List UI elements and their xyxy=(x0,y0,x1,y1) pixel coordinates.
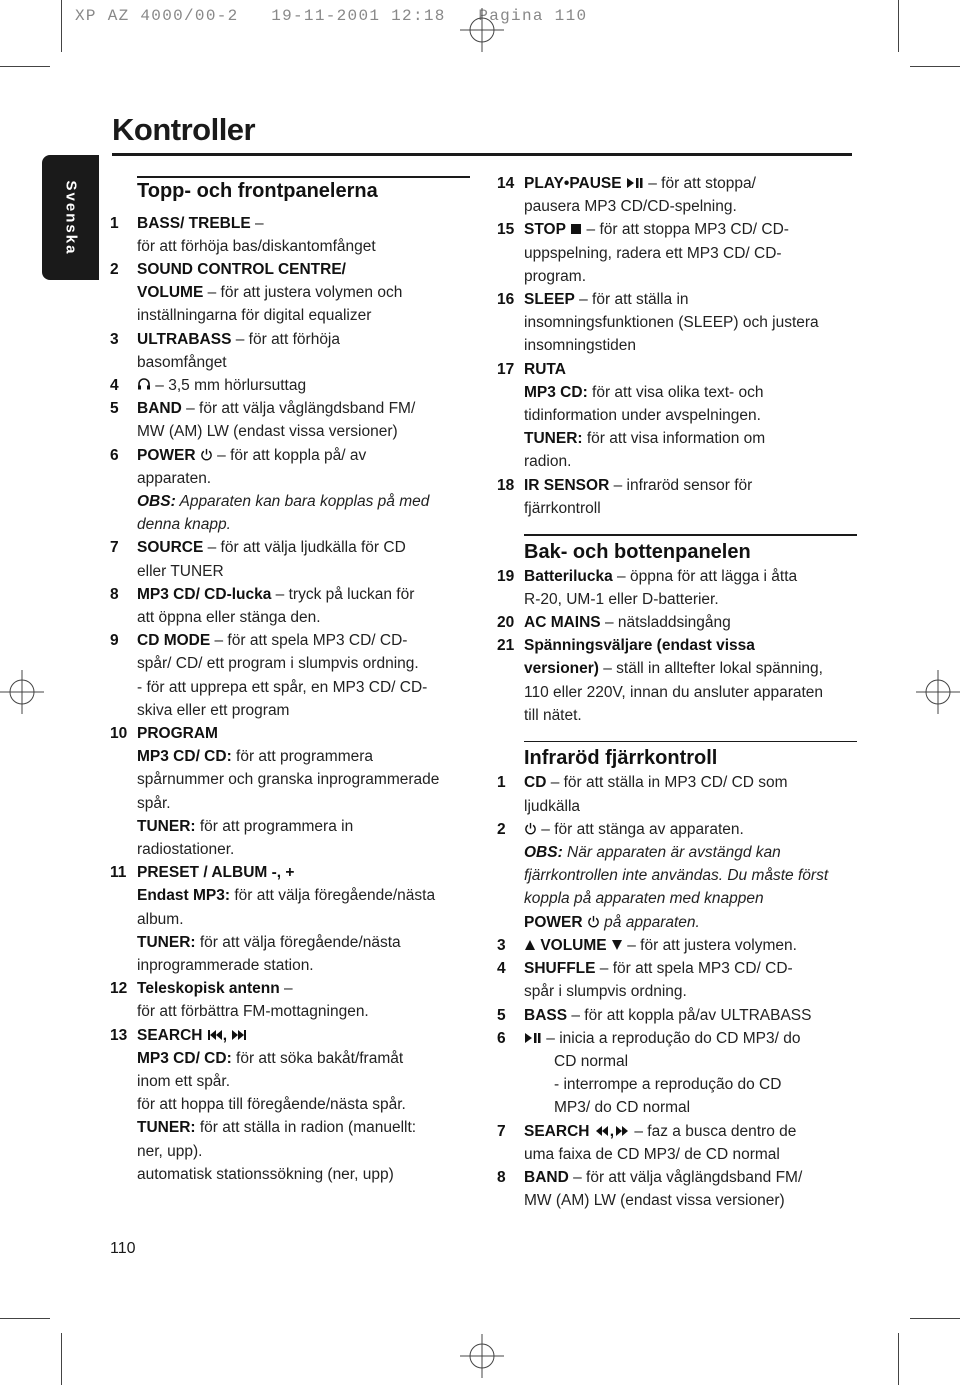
item-text: inprogrammerade station. xyxy=(137,957,314,974)
item-text: ner, upp). xyxy=(137,1142,203,1160)
registration-mark-icon xyxy=(460,1334,504,1378)
item-label: TUNER: xyxy=(137,1119,196,1137)
item-label: versioner) xyxy=(524,660,599,678)
item-number: 5 xyxy=(110,400,119,418)
item-label: BAND xyxy=(137,400,182,418)
power-icon xyxy=(200,448,213,461)
item-text: – för att koppla på/ av xyxy=(212,446,367,464)
item-label: SEARCH xyxy=(137,1026,203,1044)
item-text: fjärrkontroll xyxy=(524,499,601,517)
item-text: – inicia a reprodução do CD MP3/ do xyxy=(542,1029,801,1047)
list-item xyxy=(110,629,470,722)
item-text: MP3/ do CD normal xyxy=(554,1099,691,1117)
item-number: 10 xyxy=(110,724,128,742)
list-item xyxy=(497,634,857,727)
item-label: , xyxy=(222,1026,232,1044)
item-text: för att programmera in xyxy=(195,817,354,835)
item-text: – tryck på luckan för xyxy=(271,585,415,603)
power-icon xyxy=(587,915,600,928)
item-text: för att förbättra FM-mottagningen. xyxy=(137,1003,369,1021)
list-item xyxy=(497,474,857,520)
item-number: 6 xyxy=(497,1029,506,1047)
item-text: – för att stoppa MP3 CD/ CD- xyxy=(582,221,789,239)
section-rule xyxy=(524,534,857,536)
crop-mark xyxy=(61,0,62,52)
registration-mark-icon xyxy=(460,8,504,52)
list-item xyxy=(497,1166,857,1212)
list-item xyxy=(110,374,470,397)
item-text: för att förhöja bas/diskantomfånget xyxy=(137,237,376,255)
item-number: 8 xyxy=(497,1168,506,1186)
item-label: SLEEP xyxy=(524,291,575,309)
registration-mark-icon xyxy=(0,670,44,714)
section-title: Bak- och bottenpanelen xyxy=(524,540,751,563)
list-item xyxy=(497,1120,857,1166)
note-text: denna knapp. xyxy=(137,516,231,534)
item-text: för att hoppa till föregående/nästa spår. xyxy=(137,1096,406,1114)
item-number: 16 xyxy=(497,291,515,309)
section-rule xyxy=(524,741,857,743)
rewind-icon xyxy=(594,1125,610,1137)
item-text: för att välja föregående/nästa xyxy=(195,933,401,951)
crop-mark xyxy=(910,66,960,67)
item-text: till nätet. xyxy=(524,706,582,724)
item-label: STOP xyxy=(524,221,566,239)
left-column xyxy=(110,176,470,1186)
crop-mark xyxy=(898,1333,899,1385)
list-item xyxy=(110,444,470,537)
list-item xyxy=(497,358,857,474)
item-label: Endast MP3: xyxy=(137,887,231,905)
item-text: - interrompe a reprodução do CD xyxy=(554,1076,782,1094)
item-text: insomningsfunktionen (SLEEP) och justera xyxy=(524,314,819,332)
item-label: PLAY•PAUSE xyxy=(524,175,622,192)
list-item xyxy=(497,934,857,957)
item-text: – nätsladdsingång xyxy=(600,613,731,631)
item-label: RUTA xyxy=(524,360,566,378)
item-text: – för att justera volymen och xyxy=(203,284,403,302)
item-text: – faz a busca dentro de xyxy=(630,1122,797,1140)
item-text: MW (AM) LW (endast vissa versioner) xyxy=(137,423,398,441)
item-text: – för att välja våglängdsband FM/ xyxy=(568,1168,803,1186)
list-item xyxy=(110,397,470,443)
item-text: ljudkälla xyxy=(524,797,581,815)
item-label: BAND xyxy=(524,1168,569,1186)
item-label: MP3 CD/ CD-lucka xyxy=(137,585,272,603)
section-title: Topp- och frontpanelerna xyxy=(137,179,378,202)
item-text: – för att stänga av apparaten. xyxy=(537,820,744,838)
note-label: OBS: xyxy=(524,844,563,862)
item-text: skiva eller ett program xyxy=(137,701,290,719)
list-item xyxy=(497,818,857,934)
item-label: Teleskopisk antenn xyxy=(137,980,280,998)
note-text: fjärrkontrollen inte användas. Du måste först xyxy=(524,867,829,885)
item-text: för att visa olika text- och xyxy=(587,383,764,401)
item-number: 9 xyxy=(110,632,119,650)
note-label: OBS: xyxy=(137,492,176,510)
item-label: TUNER: xyxy=(137,933,196,951)
item-text: – för att stoppa/ xyxy=(643,175,756,192)
note-label: POWER xyxy=(524,913,583,931)
item-label: , xyxy=(609,1122,615,1140)
item-text: CD normal xyxy=(554,1052,629,1070)
crop-mark xyxy=(0,66,50,67)
item-label: Spänningsväljare (endast vissa xyxy=(524,637,755,655)
item-number: 3 xyxy=(110,330,119,348)
item-number: 8 xyxy=(110,585,119,603)
item-text: R-20, UM-1 eller D-batterier. xyxy=(524,590,719,608)
item-text: – xyxy=(279,980,293,998)
item-text: för att ställa in radion (manuellt: xyxy=(195,1119,417,1137)
item-text: – för att välja ljudkälla för CD xyxy=(203,539,406,557)
item-number: 13 xyxy=(110,1026,128,1044)
item-text: automatisk stationssökning (ner, upp) xyxy=(137,1165,394,1183)
list-item xyxy=(497,172,857,218)
item-label: SOUND CONTROL CENTRE/ xyxy=(137,260,346,278)
item-text: spår/ CD/ ett program i slumpvis ordning. xyxy=(137,655,419,673)
item-number: 21 xyxy=(497,637,515,655)
item-text: för att visa information om xyxy=(582,430,766,448)
item-text: – för att ställa in xyxy=(574,291,689,309)
registration-mark-icon xyxy=(916,670,960,714)
list-item xyxy=(110,722,470,861)
crop-mark xyxy=(61,1333,62,1385)
list-item xyxy=(110,977,470,1023)
item-label: SEARCH xyxy=(524,1122,590,1140)
item-text: radiostationer. xyxy=(137,840,235,858)
item-label: VOLUME xyxy=(137,284,204,302)
item-text: MW (AM) LW (endast vissa versioner) xyxy=(524,1192,785,1210)
item-text: insomningstiden xyxy=(524,337,637,355)
item-text: – för att justera volymen. xyxy=(622,936,797,954)
item-label: MP3 CD/ CD: xyxy=(137,748,232,766)
item-text: – 3,5 mm hörlursuttag xyxy=(151,376,307,394)
print-header: XP AZ 4000/00-2 19-11-2001 12:18 Pagina 110 xyxy=(75,7,588,25)
item-label: IR SENSOR xyxy=(524,476,610,494)
list-item xyxy=(110,258,470,328)
language-tab xyxy=(42,155,99,280)
item-text: – för att välja våglängdsband FM/ xyxy=(181,400,416,418)
item-text: - för att upprepa ett spår, en MP3 CD/ CD- xyxy=(137,678,428,696)
item-text: – för att förhöja xyxy=(231,330,340,348)
list-item xyxy=(110,328,470,374)
note-text: på apparaten. xyxy=(599,913,700,931)
language-tab-label: Svenska xyxy=(62,180,79,255)
item-text: – ställ in alltefter lokal spänning, xyxy=(598,660,823,678)
item-text: – öppna för att lägga i åtta xyxy=(612,567,798,585)
item-text: för att välja föregående/nästa xyxy=(230,887,436,905)
item-number: 14 xyxy=(497,175,515,192)
list-item xyxy=(110,212,470,258)
item-label: CD xyxy=(524,774,547,792)
item-number: 11 xyxy=(110,864,127,882)
crop-mark xyxy=(910,1318,960,1319)
triangle-up-icon xyxy=(524,939,536,951)
item-text: inställningarna för digital equalizer xyxy=(137,307,372,325)
item-text: – för att koppla på/av ULTRABASS xyxy=(567,1006,812,1024)
item-text: tidinformation under avspelningen. xyxy=(524,407,761,425)
item-text: album. xyxy=(137,910,184,928)
item-number: 19 xyxy=(497,567,515,585)
item-number: 2 xyxy=(110,260,119,278)
page-title: Kontroller xyxy=(112,112,256,147)
item-label: BASS/ TREBLE xyxy=(137,214,251,232)
note-text: När apparaten är avstängd kan xyxy=(562,844,781,862)
item-text: spår i slumpvis ordning. xyxy=(524,983,687,1001)
list-item xyxy=(497,1027,857,1120)
item-text: spår. xyxy=(137,794,171,812)
right-column xyxy=(497,172,857,1212)
section-title: Infraröd fjärrkontroll xyxy=(524,747,718,770)
item-number: 3 xyxy=(497,936,506,954)
item-number: 12 xyxy=(110,980,128,998)
item-text: inom ett spår. xyxy=(137,1073,231,1091)
item-text: spårnummer och granska inprogrammerade xyxy=(137,771,440,789)
item-label: TUNER: xyxy=(137,817,196,835)
item-text: eller TUNER xyxy=(137,562,224,580)
play-pause-icon xyxy=(524,1032,542,1044)
item-label: SOURCE xyxy=(137,539,204,557)
play-pause-icon xyxy=(626,177,644,189)
item-number: 1 xyxy=(110,214,119,232)
item-label: POWER xyxy=(137,446,196,464)
item-text: pausera MP3 CD/CD-spelning. xyxy=(524,198,737,216)
triangle-down-icon xyxy=(611,939,623,951)
item-label: Batterilucka xyxy=(524,567,613,585)
item-text: – xyxy=(250,214,264,232)
item-text: – för att spela MP3 CD/ CD- xyxy=(210,632,408,650)
item-text: för att programmera xyxy=(231,748,374,766)
headphones-icon xyxy=(137,377,151,391)
note-text: koppla på apparaten med knappen xyxy=(524,890,764,908)
list-item xyxy=(110,861,470,977)
item-text: – för att spela MP3 CD/ CD- xyxy=(595,960,793,978)
list-item xyxy=(497,288,857,358)
item-label: AC MAINS xyxy=(524,613,601,631)
item-number: 6 xyxy=(110,446,119,464)
item-text: 110 eller 220V, innan du ansluter apparaten xyxy=(524,683,824,701)
note-text: Apparaten kan bara kopplas på med xyxy=(175,492,430,510)
item-text: att öppna eller stänga den. xyxy=(137,608,321,626)
skip-back-icon xyxy=(207,1029,223,1041)
item-text: radion. xyxy=(524,453,572,471)
item-text: – för att ställa in MP3 CD/ CD som xyxy=(546,774,788,792)
item-number: 2 xyxy=(497,820,506,838)
item-label: SHUFFLE xyxy=(524,960,596,978)
item-number: 4 xyxy=(110,376,119,394)
list-item xyxy=(497,1004,857,1027)
item-text: apparaten. xyxy=(137,469,212,487)
item-text: basomfånget xyxy=(137,353,227,371)
stop-icon xyxy=(570,223,582,235)
fast-forward-icon xyxy=(614,1125,630,1137)
item-label: PRESET / ALBUM -, + xyxy=(137,864,295,882)
item-number: 4 xyxy=(497,960,506,978)
list-item xyxy=(110,1024,470,1186)
item-number: 1 xyxy=(497,774,506,792)
title-rule xyxy=(112,153,852,156)
page-number: 110 xyxy=(110,1240,136,1257)
item-number: 20 xyxy=(497,613,515,631)
list-item xyxy=(110,536,470,582)
list-item xyxy=(497,771,857,817)
item-label: MP3 CD/ CD: xyxy=(137,1049,232,1067)
item-text: uma faixa de CD MP3/ de CD normal xyxy=(524,1145,780,1163)
item-label: ULTRABASS xyxy=(137,330,232,348)
list-item xyxy=(497,565,857,611)
item-text: program. xyxy=(524,267,587,285)
item-label: CD MODE xyxy=(137,632,211,650)
item-label: MP3 CD: xyxy=(524,383,588,401)
list-item xyxy=(497,611,857,634)
skip-forward-icon xyxy=(231,1029,247,1041)
item-number: 7 xyxy=(497,1122,506,1140)
item-label: TUNER: xyxy=(524,430,583,448)
item-text: – infraröd sensor för xyxy=(609,476,753,494)
item-text: för att söka bakåt/framåt xyxy=(231,1049,404,1067)
item-number: 7 xyxy=(110,539,119,557)
power-icon xyxy=(524,822,537,835)
item-label: PROGRAM xyxy=(137,724,218,742)
item-number: 17 xyxy=(497,360,515,378)
list-item xyxy=(497,957,857,1003)
item-label: BASS xyxy=(524,1006,568,1024)
item-number: 5 xyxy=(497,1006,506,1024)
item-number: 18 xyxy=(497,476,515,494)
list-item xyxy=(110,583,470,629)
list-item xyxy=(497,218,857,288)
item-text: uppspelning, radera ett MP3 CD/ CD- xyxy=(524,244,782,262)
crop-mark xyxy=(0,1318,50,1319)
crop-mark xyxy=(898,0,899,52)
item-number: 15 xyxy=(497,221,515,239)
item-label: VOLUME xyxy=(540,936,607,954)
